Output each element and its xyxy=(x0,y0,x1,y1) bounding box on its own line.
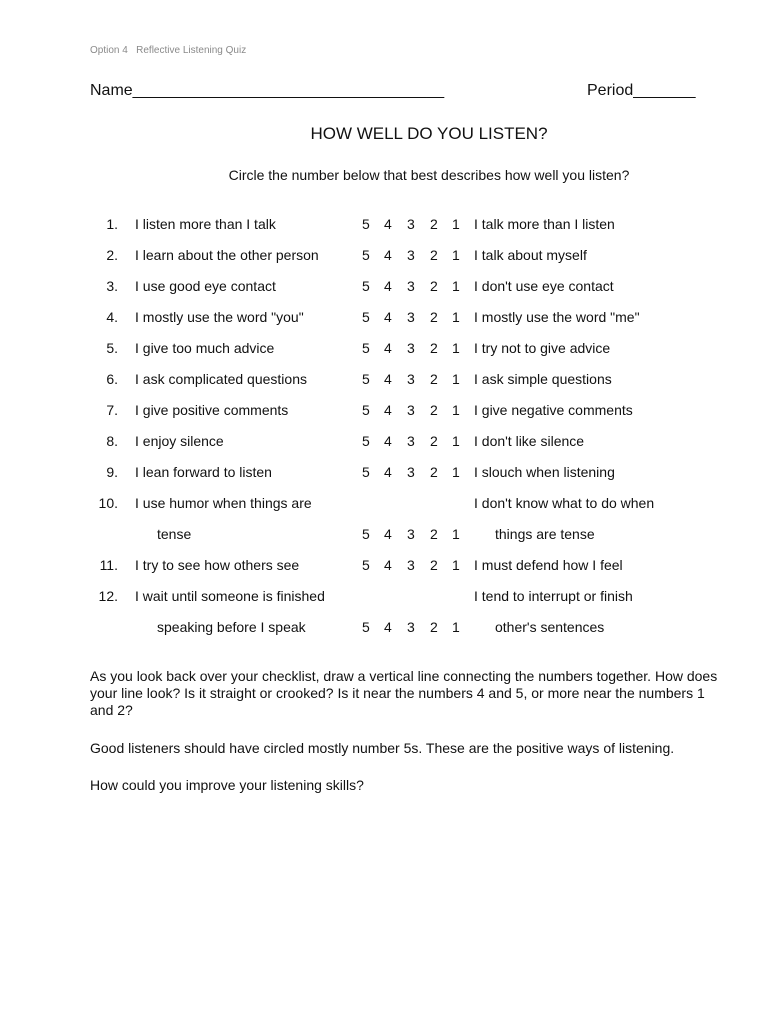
scale-option-3[interactable]: 3 xyxy=(407,557,415,573)
scale-option-4[interactable]: 4 xyxy=(384,557,392,573)
item-number: 5. xyxy=(106,340,118,356)
scale-option-5[interactable]: 5 xyxy=(362,557,370,573)
scale-option-2[interactable]: 2 xyxy=(430,340,438,356)
item-number: 11. xyxy=(99,557,118,573)
right-statement: I must defend how I feel xyxy=(474,557,623,573)
title-container xyxy=(0,124,768,144)
scale-option-4[interactable]: 4 xyxy=(384,402,392,418)
right-statement-continued: things are tense xyxy=(495,526,595,542)
item-number: 10. xyxy=(98,495,118,511)
item-number: 8. xyxy=(106,433,118,449)
right-statement: I mostly use the word "me" xyxy=(474,309,640,325)
scale-option-5[interactable]: 5 xyxy=(362,526,370,542)
left-statement: I learn about the other person xyxy=(135,247,319,263)
quiz-item xyxy=(0,425,768,456)
right-statement: I try not to give advice xyxy=(474,340,611,356)
left-statement: I listen more than I talk xyxy=(135,216,276,232)
scale-option-1[interactable]: 1 xyxy=(452,526,460,542)
scale-option-3[interactable]: 3 xyxy=(407,278,415,294)
scale-option-1[interactable]: 1 xyxy=(452,402,460,418)
scale-option-3[interactable]: 3 xyxy=(407,619,415,635)
scale-option-5[interactable]: 5 xyxy=(362,247,370,263)
left-statement-continued: tense xyxy=(157,526,192,542)
scale-option-3[interactable]: 3 xyxy=(407,402,415,418)
scale-option-2[interactable]: 2 xyxy=(430,216,438,232)
scale-option-2[interactable]: 2 xyxy=(430,247,438,263)
quiz-item xyxy=(0,239,768,270)
good-listener-paragraph: Good listeners should have circled mostly number 5s. These are the positive ways of listening. xyxy=(90,740,675,756)
scale-option-1[interactable]: 1 xyxy=(452,340,460,356)
right-statement: I don't use eye contact xyxy=(474,278,614,294)
item-number: 1. xyxy=(106,216,118,232)
scale-option-1[interactable]: 1 xyxy=(452,247,460,263)
left-statement: I use humor when things are xyxy=(135,495,312,511)
scale-option-3[interactable]: 3 xyxy=(407,309,415,325)
right-statement: I talk more than I listen xyxy=(474,216,615,232)
scale-option-5[interactable]: 5 xyxy=(362,340,370,356)
left-statement: I lean forward to listen xyxy=(135,464,272,480)
right-statement: I ask simple questions xyxy=(474,371,612,387)
right-statement: I don't like silence xyxy=(474,433,585,449)
scale-option-2[interactable]: 2 xyxy=(430,278,438,294)
page-title: HOW WELL DO YOU LISTEN? xyxy=(310,124,548,143)
scale-option-4[interactable]: 4 xyxy=(384,464,392,480)
quiz-item xyxy=(0,332,768,363)
scale-option-4[interactable]: 4 xyxy=(384,371,392,387)
item-number: 4. xyxy=(106,309,118,325)
scale-option-5[interactable]: 5 xyxy=(362,278,370,294)
scale-option-3[interactable]: 3 xyxy=(407,433,415,449)
item-number: 6. xyxy=(106,371,118,387)
scale-option-3[interactable]: 3 xyxy=(407,340,415,356)
scale-option-3[interactable]: 3 xyxy=(407,247,415,263)
left-statement: I wait until someone is finished xyxy=(135,588,325,604)
quiz-item xyxy=(0,580,768,611)
left-statement: I use good eye contact xyxy=(135,278,276,294)
item-number: 2. xyxy=(106,247,118,263)
left-statement: I give too much advice xyxy=(135,340,275,356)
header-note: Option 4 Reflective Listening Quiz xyxy=(90,45,247,56)
instructions: Circle the number below that best describes how well you listen? xyxy=(228,167,630,183)
quiz-item xyxy=(0,456,768,487)
scale-option-4[interactable]: 4 xyxy=(384,433,392,449)
scale-option-3[interactable]: 3 xyxy=(407,216,415,232)
left-statement: I give positive comments xyxy=(135,402,289,418)
left-statement-continued: speaking before I speak xyxy=(157,619,306,635)
item-number: 3. xyxy=(106,278,118,294)
quiz-item xyxy=(0,487,768,518)
scale-option-2[interactable]: 2 xyxy=(430,309,438,325)
quiz-item xyxy=(0,301,768,332)
scale-option-4[interactable]: 4 xyxy=(384,619,392,635)
scale-option-3[interactable]: 3 xyxy=(407,371,415,387)
scale-option-5[interactable]: 5 xyxy=(362,464,370,480)
right-statement: I talk about myself xyxy=(474,247,587,263)
quiz-list xyxy=(0,208,768,642)
scale-option-4[interactable]: 4 xyxy=(384,340,392,356)
scale-option-2[interactable]: 2 xyxy=(430,371,438,387)
right-statement: I tend to interrupt or finish xyxy=(474,588,633,604)
quiz-item-continued xyxy=(0,518,768,549)
scale-option-2[interactable]: 2 xyxy=(430,619,438,635)
scale-option-1[interactable]: 1 xyxy=(452,371,460,387)
scale-option-1[interactable]: 1 xyxy=(452,464,460,480)
left-statement: I enjoy silence xyxy=(135,433,224,449)
scale-option-5[interactable]: 5 xyxy=(362,433,370,449)
scale-option-1[interactable]: 1 xyxy=(452,557,460,573)
name-field: Name___________________________________ xyxy=(90,82,445,99)
left-statement: I try to see how others see xyxy=(135,557,300,573)
scale-option-5[interactable]: 5 xyxy=(362,619,370,635)
period-field: Period_______ xyxy=(587,82,696,99)
scale-option-5[interactable]: 5 xyxy=(362,216,370,232)
scale-option-4[interactable]: 4 xyxy=(384,309,392,325)
scale-option-1[interactable]: 1 xyxy=(452,278,460,294)
scale-option-1[interactable]: 1 xyxy=(452,433,460,449)
quiz-item xyxy=(0,363,768,394)
quiz-item xyxy=(0,208,768,239)
scale-option-3[interactable]: 3 xyxy=(407,464,415,480)
right-statement: I don't know what to do when xyxy=(474,495,655,511)
scale-option-2[interactable]: 2 xyxy=(430,557,438,573)
item-number: 7. xyxy=(106,402,118,418)
scale-option-1[interactable]: 1 xyxy=(452,216,460,232)
scale-option-2[interactable]: 2 xyxy=(430,464,438,480)
quiz-item xyxy=(0,270,768,301)
item-number: 12. xyxy=(98,588,118,604)
scale-option-2[interactable]: 2 xyxy=(430,402,438,418)
scale-option-1[interactable]: 1 xyxy=(452,309,460,325)
left-statement: I mostly use the word "you" xyxy=(135,309,304,325)
right-statement-continued: other's sentences xyxy=(495,619,605,635)
scale-option-5[interactable]: 5 xyxy=(362,371,370,387)
left-statement: I ask complicated questions xyxy=(135,371,307,387)
quiz-item-continued xyxy=(0,611,768,642)
scale-option-5[interactable]: 5 xyxy=(362,402,370,418)
scale-option-4[interactable]: 4 xyxy=(384,526,392,542)
scale-option-4[interactable]: 4 xyxy=(384,216,392,232)
right-statement: I slouch when listening xyxy=(474,464,615,480)
reflection-paragraph: As you look back over your checklist, draw a vertical line connecting the numbers together. How does your line look? Is it straight or crooked? Is it near the numbers 4 and 5, or more near the numbers 1 and 2? xyxy=(90,668,718,718)
scale-option-2[interactable]: 2 xyxy=(430,433,438,449)
quiz-item xyxy=(0,549,768,580)
item-number: 9. xyxy=(106,464,118,480)
scale-option-4[interactable]: 4 xyxy=(384,247,392,263)
scale-option-4[interactable]: 4 xyxy=(384,278,392,294)
improve-question: How could you improve your listening skills? xyxy=(90,777,364,793)
right-statement: I give negative comments xyxy=(474,402,633,418)
scale-option-2[interactable]: 2 xyxy=(430,526,438,542)
scale-option-1[interactable]: 1 xyxy=(452,619,460,635)
quiz-item xyxy=(0,394,768,425)
scale-option-5[interactable]: 5 xyxy=(362,309,370,325)
scale-option-3[interactable]: 3 xyxy=(407,526,415,542)
